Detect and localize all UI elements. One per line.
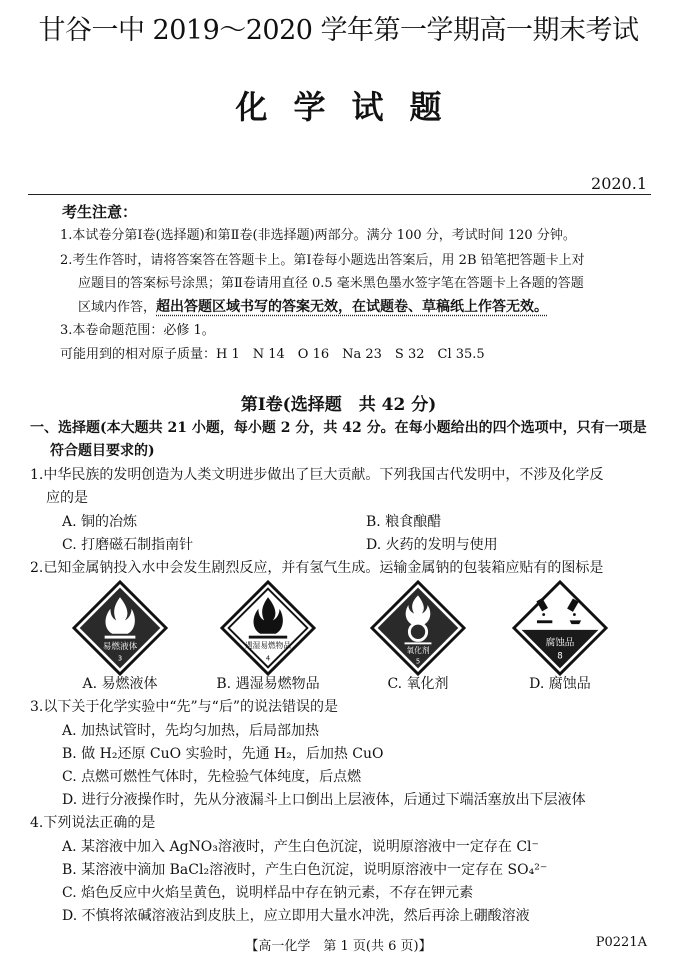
q4-option-a: A. 某溶液中加入 AgNO₃溶液时，产生白色沉淀，说明原溶液中一定存在 Cl⁻ [62, 839, 539, 855]
section-heading: 第Ⅰ卷(选择题 共 42 分) [240, 395, 437, 415]
sign-class: 4 [265, 654, 271, 663]
q1-stem-cont: 应的是 [46, 490, 88, 506]
notice-item-2-plain: 区域内作答， [78, 300, 157, 315]
oxidizer-sign [370, 580, 466, 676]
q2-option-c: C. 氧化剂 [387, 676, 449, 692]
q4-stem: 4.下列说法正确的是 [30, 815, 156, 831]
section-intro: 一、选择题(本大题共 21 小题，每小题 2 分，共 42 分。在每小题给出的四个选项中，只有一项是 [30, 420, 647, 436]
q1-stem: 1.中华民族的发明创造为人类文明进步做出了巨大贡献。下列我国古代发明中，不涉及化学反 [30, 467, 604, 483]
exam-title: 甘谷一中 2019～2020 学年第一学期高一期末考试 [38, 15, 639, 46]
sign-class: 3 [117, 654, 123, 663]
q4-option-c: C. 焰色反应中火焰呈黄色，说明样品中存在钠元素，不存在钾元素 [62, 885, 474, 901]
q3-option-c: C. 点燃可燃性气体时，先检验气体纯度，后点燃 [62, 769, 362, 785]
q2-option-b: B. 遇湿易燃物品 [216, 676, 320, 692]
q4-option-b: B. 某溶液中滴加 BaCl₂溶液时，产生白色沉淀，说明原溶液中一定存在 SO₄²⁻ [62, 862, 548, 878]
q3-option-a: A. 加热试管时，先均匀加热，后局部加热 [62, 723, 320, 739]
q2-option-d: D. 腐蚀品 [529, 676, 591, 692]
sign-class: 5 [415, 657, 421, 666]
q3-stem: 3.以下关于化学实验中“先”与“后”的说法错误的是 [30, 699, 338, 715]
notice-item-2-end [78, 297, 548, 318]
q2-stem: 2.已知金属钠投入水中会发生剧烈反应，并有氢气生成。运输金属钠的包装箱应贴有的图标是 [30, 560, 604, 576]
q3-option-d: D. 进行分液操作时，先从分液漏斗上口倒出上层液体，后通过下端活塞放出下层液体 [62, 792, 586, 808]
notice-item-2-emphasis: 超出答题区域书写的答案无效，在试题卷、草稿纸上作答无效。 [156, 299, 549, 315]
paper-code: P0221A [595, 935, 647, 950]
section-intro-cont: 符合题目要求的) [50, 443, 155, 459]
q1-option-c: C. 打磨磁石制指南针 [62, 537, 194, 553]
sign-label: 遇湿易燃物品 [244, 641, 292, 651]
notice-heading: 考生注意： [62, 203, 138, 221]
q3-option-b: B. 做 H₂还原 CuO 实验时，先通 H₂，后加热 CuO [62, 746, 384, 762]
sign-label: 腐蚀品 [545, 637, 575, 649]
sign-label: 氧化剂 [406, 645, 430, 655]
q2-option-a: A. 易燃液体 [82, 676, 158, 692]
exam-subtitle: 化学试题 [235, 88, 468, 126]
notice-item-1: 1.本试卷分第Ⅰ卷(选择题)和第Ⅱ卷(非选择题)两部分。满分 100 分，考试时间 120 分钟。 [60, 228, 576, 243]
exam-date: 2020.1 [591, 174, 647, 193]
q1-option-d: D. 火药的发明与使用 [366, 537, 498, 553]
notice-item-2: 2.考生作答时，请将答案答在答题卡上。第Ⅰ卷每小题选出答案后，用 2B 铅笔把答题卡上对 [60, 253, 585, 268]
notice-item-3: 3.本卷命题范围：必修 1。 [60, 323, 215, 338]
header-divider [28, 194, 651, 195]
sign-label: 易燃液体 [102, 642, 138, 653]
q4-option-d: D. 不慎将浓碱溶液沾到皮肤上，应立即用大量水冲洗，然后再涂上硼酸溶液 [62, 908, 530, 924]
notice-item-2-cont: 应题目的答案标号涂黑；第Ⅱ卷请用直径 0.5 毫米黑色墨水签字笔在答题卡上各题的答题 [78, 276, 584, 291]
dangerous-when-wet-sign [220, 580, 316, 676]
corrosive-sign [512, 580, 608, 676]
sign-class: 8 [557, 651, 563, 662]
q1-option-a: A. 铜的冶炼 [62, 514, 138, 530]
flammable-liquid-sign [72, 580, 168, 676]
atomic-masses: 可能用到的相对原子质量：H 1 N 14 O 16 Na 23 S 32 Cl 35.5 [60, 347, 485, 362]
page-footer: 【高一化学 第 1 页(共 6 页)】 [245, 939, 432, 954]
q1-option-b: B. 粮食酿醋 [366, 514, 442, 530]
